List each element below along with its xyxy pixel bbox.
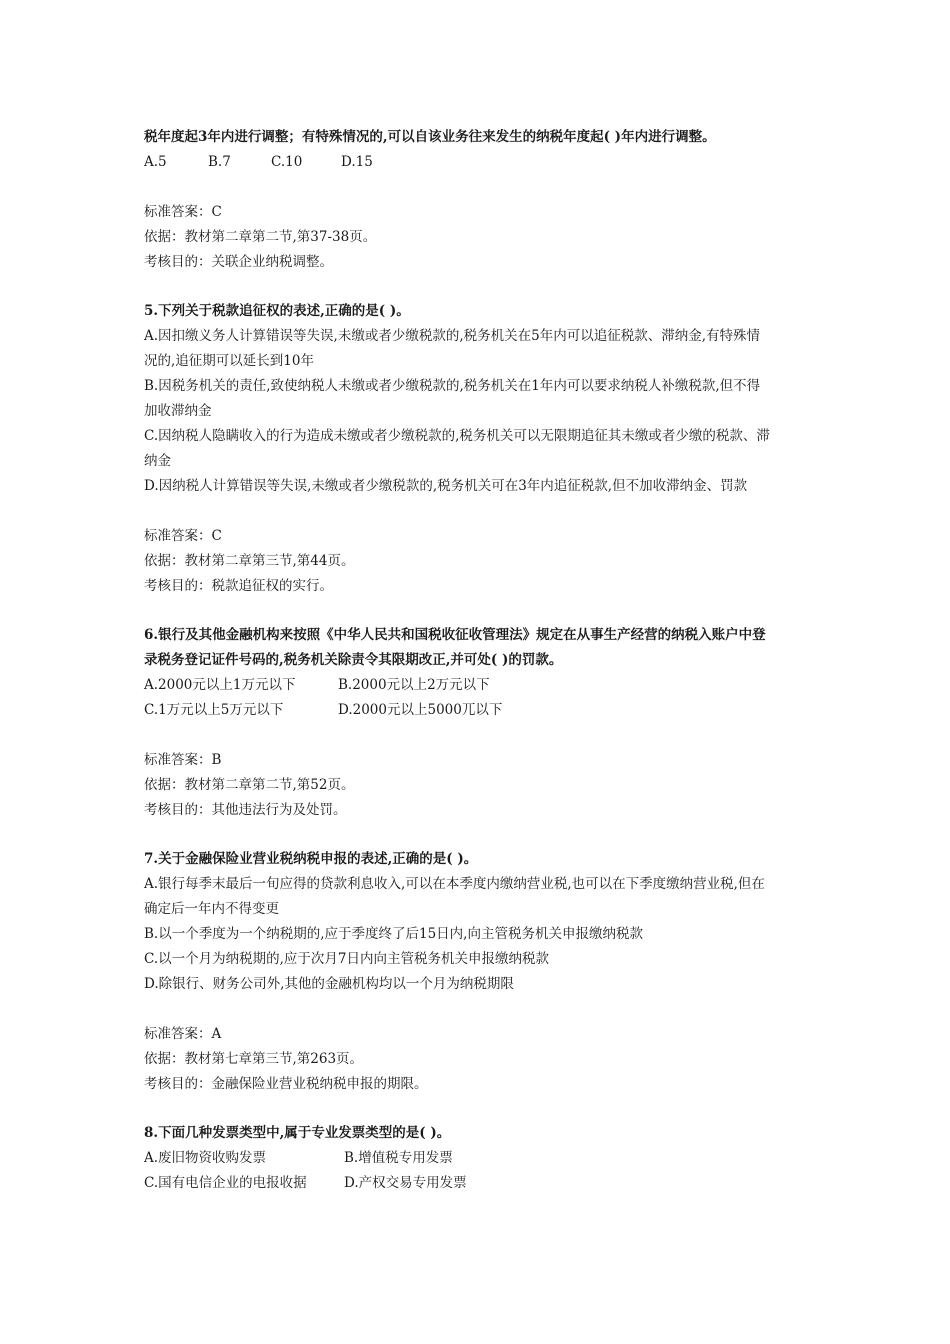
standard-answer: 标准答案：C xyxy=(144,204,222,220)
question-5-option-c-line1: C.因纳税人隐瞒收入的行为造成未缴或者少缴税款的,税务机关可以无限期追征其未缴或者少缴的税款、滞 xyxy=(144,428,770,444)
question-8-title: 8.下面几种发票类型中,属于专业发票类型的是( )。 xyxy=(144,1125,451,1141)
question-5-objective: 考核目的：税款追征权的实行。 xyxy=(144,578,333,594)
question-5-option-a-line1: A.因扣缴义务人计算错误等失误,未缴或者少缴税款的,税务机关在5年内可以追征税款、滞纳金,有特殊情 xyxy=(144,328,761,344)
question-6-title-line1: 6.银行及其他金融机构来按照《中华人民共和国税收征收管理法》规定在从事生产经营的纳税入账户中登 xyxy=(144,627,766,643)
question-6-option-a: A.2000元以上1万元以下 xyxy=(144,677,296,693)
question-5-basis: 依据：教材第二章第三节,第44页。 xyxy=(144,553,355,569)
question-7-option-d: D.除银行、财务公司外,其他的金融机构均以一个月为纳税期限 xyxy=(144,976,514,992)
assessment-objective: 考核目的：关联企业纳税调整。 xyxy=(144,254,333,270)
option-b: B.7 xyxy=(208,154,231,170)
question-7-option-a-line2: 确定后一年内不得变更 xyxy=(144,901,279,917)
question-5-answer: 标准答案：C xyxy=(144,528,222,544)
question-6-answer: 标准答案：B xyxy=(144,752,222,768)
question-8-option-a: A.废旧物资收购发票 xyxy=(144,1150,267,1166)
option-d: D.15 xyxy=(341,154,373,170)
question-5-option-b-line1: B.因税务机关的责任,致使纳税人未缴或者少缴税款的,税务机关在1年内可以要求纳税人补缴税款,但不得 xyxy=(144,378,761,394)
question-7-option-a-line1: A.银行每季末最后一旬应得的贷款利息收入,可以在本季度内缴纳营业税,也可以在下季度缴纳营业税,但在 xyxy=(144,876,765,892)
question-7-option-c: C.以一个月为纳税期的,应于次月7日内向主管税务机关申报缴纳税款 xyxy=(144,951,550,967)
question-7-answer: 标准答案：A xyxy=(144,1026,222,1042)
question-6-objective: 考核目的：其他违法行为及处罚。 xyxy=(144,802,347,818)
question-7-objective: 考核目的：金融保险业营业税纳税申报的期限。 xyxy=(144,1076,428,1092)
question-6-option-b: B.2000元以上2万元以下 xyxy=(338,677,490,693)
question-stem-continuation: 税年度起3年内进行调整；有特殊情况的,可以自该业务往来发生的纳税年度起( )年内进行调整。 xyxy=(144,129,716,145)
basis: 依据：教材第二章第二节,第37-38页。 xyxy=(144,229,377,245)
question-7-option-b: B.以一个季度为一个纳税期的,应于季度终了后15日内,向主管税务机关申报缴纳税款 xyxy=(144,926,643,942)
question-7-title: 7.关于金融保险业营业税纳税申报的表述,正确的是( )。 xyxy=(144,851,478,867)
question-7-basis: 依据：教材第七章第三节,第263页。 xyxy=(144,1051,364,1067)
question-5-title: 5.下列关于税款追征权的表述,正确的是( )。 xyxy=(144,303,410,319)
option-c: C.10 xyxy=(271,154,303,170)
option-a: A.5 xyxy=(144,154,167,170)
question-5-option-b-line2: 加收滞纳金 xyxy=(144,403,212,419)
question-6-basis: 依据：教材第二章第二节,第52页。 xyxy=(144,777,355,793)
question-8-option-c: C.国有电信企业的电报收据 xyxy=(144,1175,307,1191)
question-6-option-c: C.1万元以上5万元以下 xyxy=(144,702,284,718)
question-5-option-a-line2: 况的,追征期可以延长到10年 xyxy=(144,353,314,369)
question-8-option-b: B.增值税专用发票 xyxy=(344,1150,453,1166)
question-6-option-d: D.2000元以上5000兀以下 xyxy=(338,702,503,718)
question-5-option-c-line2: 纳金 xyxy=(144,453,171,469)
question-5-option-d: D.因纳税人计算错误等失误,未缴或者少缴税款的,税务机关可在3年内追征税款,但不加收滞纳金、罚款 xyxy=(144,478,748,494)
question-8-option-d: D.产权交易专用发票 xyxy=(344,1175,467,1191)
question-6-title-line2: 录税务登记证件号码的,税务机关除责令其限期改正,并可处( )的罚款。 xyxy=(144,652,563,668)
